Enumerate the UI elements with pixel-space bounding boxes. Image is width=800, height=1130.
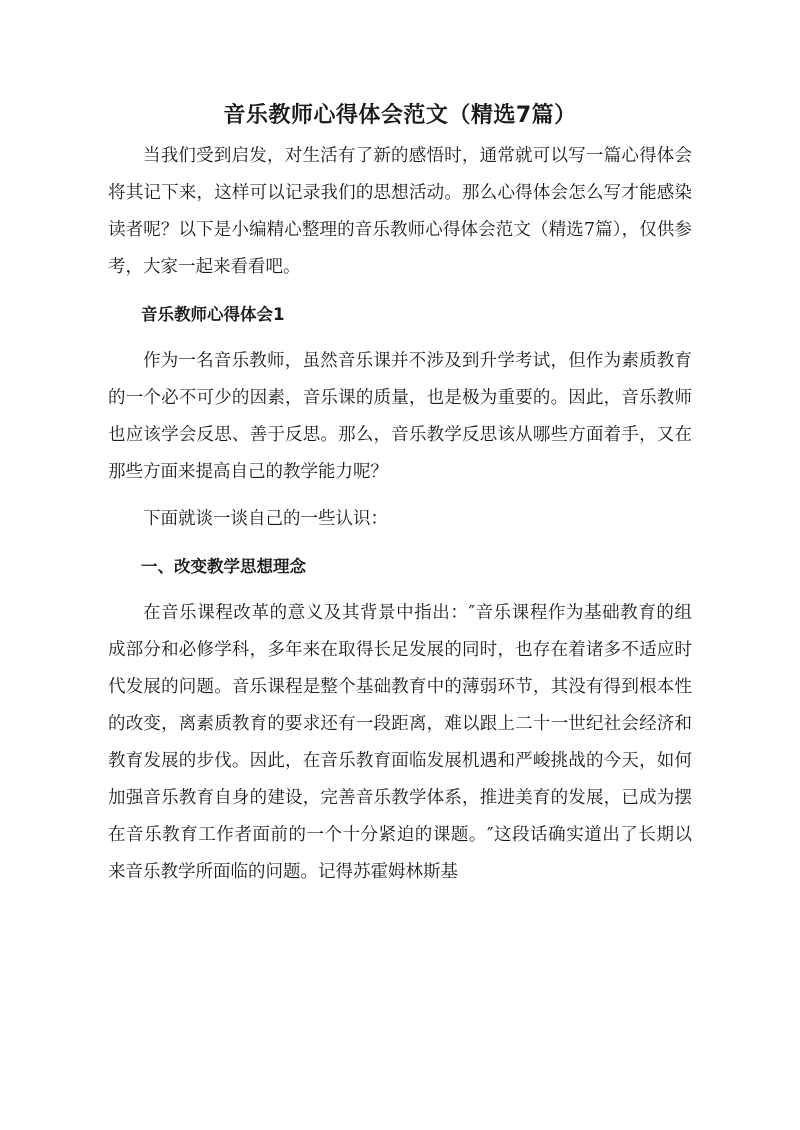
paragraph-1: 作为一名音乐教师，虽然音乐课并不涉及到升学考试，但作为素质教育的一个必不可少的因素，音乐课的质量，也是极为重要的。因此，音乐教师也应该学会反思、善于反思。那么，音乐教学反思该从哪些方面着手，又在那些方面来提高自己的教学能力呢？	[108, 351, 692, 482]
subheading: 一、改变教学思想理念	[141, 557, 306, 576]
intro-paragraph: 当我们受到启发，对生活有了新的感悟时，通常就可以写一篇心得体会将其记下来，这样可以记录我们的思想活动。那么心得体会怎么写才能感染读者呢？以下是小编精心整理的音乐教师心得体会范文（精选7篇），仅供参考，大家一起来看看吧。	[108, 146, 692, 277]
document-page	[108, 96, 692, 901]
paragraph-3: 在音乐课程改革的意义及其背景中指出：″音乐课程作为基础教育的组成部分和必修学科，多年来在取得长足发展的同时，也存在着诸多不适应时代发展的问题。音乐课程是整个基础教育中的薄弱环节，其没有得到根本性的改变，离素质教育的要求还有一段距离，难以跟上二十一世纪社会经济和教育发展的步伐。因此，在音乐教育面临发展机遇和严峻挑战的今天，如何加强音乐教育自身的建设，完善音乐教学体系，推进美育的发展，已成为摆在音乐教育工作者面前的一个十分紧迫的课题。″这段话确实道出了长期以来音乐教学所面临的问题。记得苏霍姆林斯基	[108, 603, 692, 882]
document-title: 音乐教师心得体会范文（精选7篇）	[223, 103, 577, 128]
paragraph-2: 下面就谈一谈自己的一些认识：	[143, 509, 388, 529]
section-title: 音乐教师心得体会1	[141, 305, 285, 324]
